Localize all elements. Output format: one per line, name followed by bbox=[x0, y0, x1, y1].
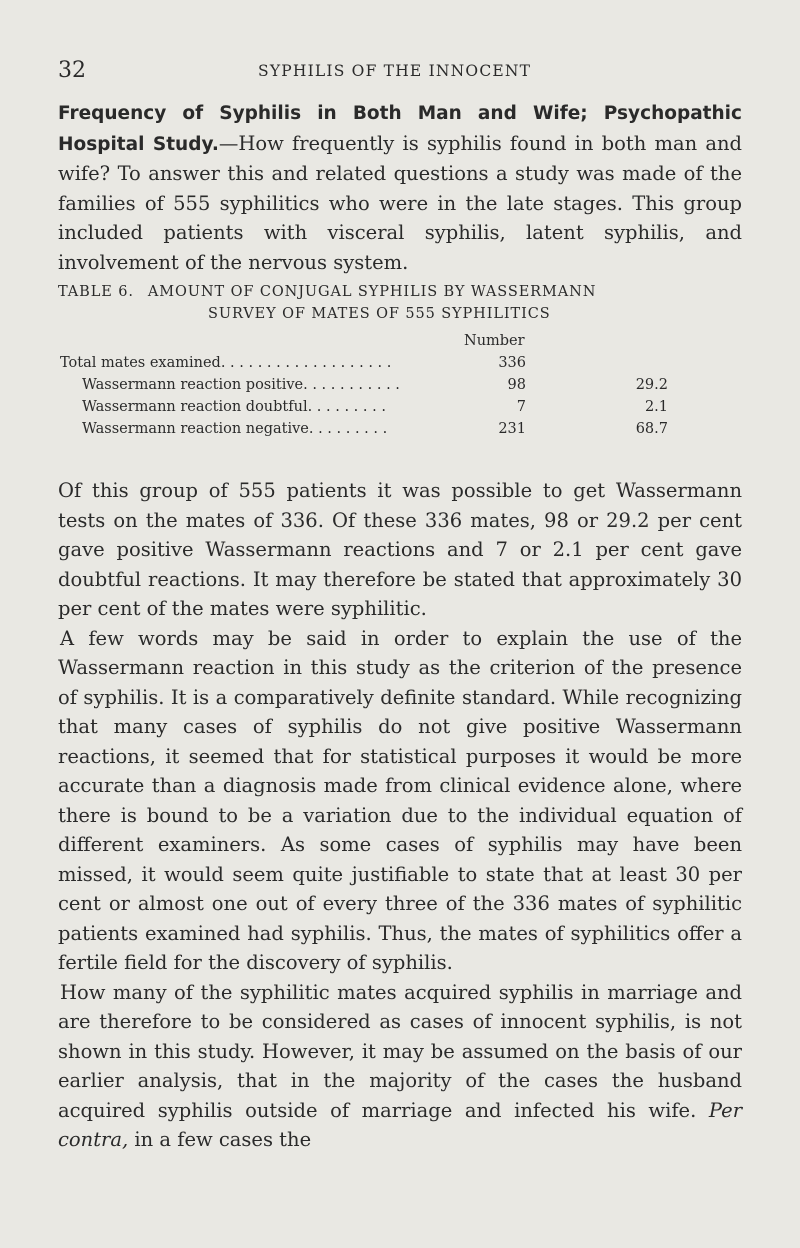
column-header-number: Number bbox=[464, 333, 525, 349]
italic-phrase: Per contra, bbox=[58, 1098, 743, 1151]
table-row bbox=[58, 415, 742, 437]
row-label: Wassermann reaction negative. . . . . . . . . bbox=[82, 421, 388, 437]
table-caption-line1 bbox=[58, 281, 742, 303]
table-number: TABLE 6. bbox=[58, 284, 134, 300]
row-percent: 68.7 bbox=[635, 421, 668, 437]
table-title-line2: SURVEY OF MATES OF 555 SYPHILITICS bbox=[208, 306, 551, 322]
table-row bbox=[58, 393, 742, 415]
section-intro-paragraph bbox=[58, 98, 742, 277]
page-header bbox=[58, 58, 748, 88]
body-text bbox=[58, 98, 742, 1155]
row-label: Total mates examined. . . . . . . . . . . . . . . . . . . bbox=[60, 355, 392, 371]
row-number: 7 bbox=[516, 399, 526, 415]
running-head: SYPHILIS OF THE INNOCENT bbox=[258, 62, 532, 80]
heading-dash: — bbox=[218, 131, 239, 155]
row-label: Wassermann reaction positive. . . . . . . . . . . bbox=[82, 377, 400, 393]
section-heading: Frequency of Syphilis in Both Man and Wife; Psychopathic Hospital Study. bbox=[58, 103, 742, 155]
row-number: 231 bbox=[498, 421, 526, 437]
table-title-line1: AMOUNT OF CONJUGAL SYPHILIS BY WASSERMANN bbox=[147, 284, 597, 300]
table-row bbox=[58, 371, 742, 393]
table-spacer bbox=[58, 447, 742, 476]
row-number: 336 bbox=[498, 355, 526, 371]
paragraph-text: How many of the syphilitic mates acquired syphilis in marriage and are therefore to be considered as cases of innocent syphilis, is not shown in this study. However, it may be assumed on the basis of our earlier analysis, that in the majority of the cases the husband acquired syphilis outside of marriage and infected his wife. bbox=[58, 980, 742, 1122]
row-percent: 29.2 bbox=[635, 377, 668, 393]
intro-text: How frequently is syphilis found in both man and wife? To answer this and related questions a study was made of the families of 555 syphilitics who were in the late stages. This group included patients with visceral syphilis, latent syphilis, and involvement of the nervous system. bbox=[58, 131, 743, 274]
row-percent: 2.1 bbox=[644, 399, 668, 415]
page-number: 32 bbox=[58, 58, 86, 83]
paragraph-results: Of this group of 555 patients it was possible to get Wassermann tests on the mates of 336. Of these 336 mates, 98 or 29.2 per cent gave positive Wassermann reactions and 7 or 2.1 per cent gave doubtful reactions. It may therefore be stated that approximately 30 per cent of the mates were syphilitic. bbox=[58, 479, 742, 620]
row-label: Wassermann reaction doubtful. . . . . . . . . bbox=[82, 399, 386, 415]
table-row bbox=[58, 349, 742, 371]
paragraph-innocent-syphilis bbox=[58, 978, 742, 1155]
paragraph-text-end: in a few cases the bbox=[134, 1128, 312, 1151]
row-number: 98 bbox=[507, 377, 526, 393]
table-caption bbox=[58, 281, 742, 325]
paragraph-wassermann-criterion: A few words may be said in order to explain the use of the Wassermann reaction in this study as the criterion of the presence of syphilis. It is a comparatively definite standard. While recognizing that many cases of syphilis do not give positive Wassermann reactions, it seemed that for statistical purposes it would be more accurate than a diagnosis made from clinical evidence alone, where there is bound to be a variation due to the individual equation of different examiners. As some cases of syphilis may have been missed, it would seem quite justifiable to state that at least 30 per cent or almost one out of every three of the 336 mates of syphilitic patients examined had syphilis. Thus, the mates of syphilitics offer a fertile field for the discovery of syphilis. bbox=[58, 626, 742, 974]
data-table bbox=[58, 327, 742, 447]
